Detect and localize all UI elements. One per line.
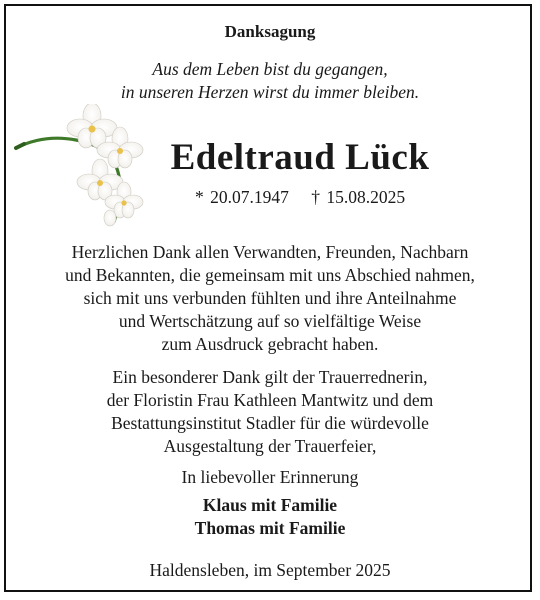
paragraph-line: und Bekannten, die gemeinsam mit uns Abschied nahmen, (65, 265, 475, 285)
closing-line: In liebevoller Erinnerung (181, 467, 359, 487)
paragraph-line: Ausgestaltung der Trauerfeier, (163, 436, 377, 456)
verse-line: Aus dem Leben bist du gegangen, (152, 59, 388, 79)
signers (0, 494, 540, 540)
thanks-paragraph (0, 241, 540, 356)
notice-heading: Danksagung (224, 22, 316, 41)
white-orchid-icon (14, 104, 154, 228)
paragraph-line: der Floristin Frau Kathleen Mantwitz und dem (106, 390, 434, 410)
paragraph-line: Bestattungsinstitut Stadler für die würdevolle (111, 413, 429, 433)
paragraph-line: Ein besonderer Dank gilt der Trauerrednerin, (112, 367, 428, 387)
deceased-name: Edeltraud Lück (170, 137, 430, 178)
birth-date: * 20.07.1947 (194, 187, 289, 207)
signer: Thomas mit Familie (194, 518, 346, 538)
verse (0, 58, 540, 104)
life-dates (160, 187, 440, 208)
special-thanks-paragraph (0, 366, 540, 458)
place-and-date: Haldensleben, im September 2025 (149, 560, 391, 580)
signer: Klaus mit Familie (202, 495, 338, 515)
death-date: † 15.08.2025 (311, 187, 406, 207)
verse-line: in unseren Herzen wirst du immer bleiben. (120, 82, 420, 102)
paragraph-line: sich mit uns verbunden fühlten und ihre Anteilnahme (83, 288, 457, 308)
paragraph-line: zum Ausdruck gebracht haben. (161, 334, 379, 354)
paragraph-line: Herzlichen Dank allen Verwandten, Freunden, Nachbarn (71, 242, 469, 262)
paragraph-line: und Wertschätzung auf so vielfältige Weise (118, 311, 422, 331)
